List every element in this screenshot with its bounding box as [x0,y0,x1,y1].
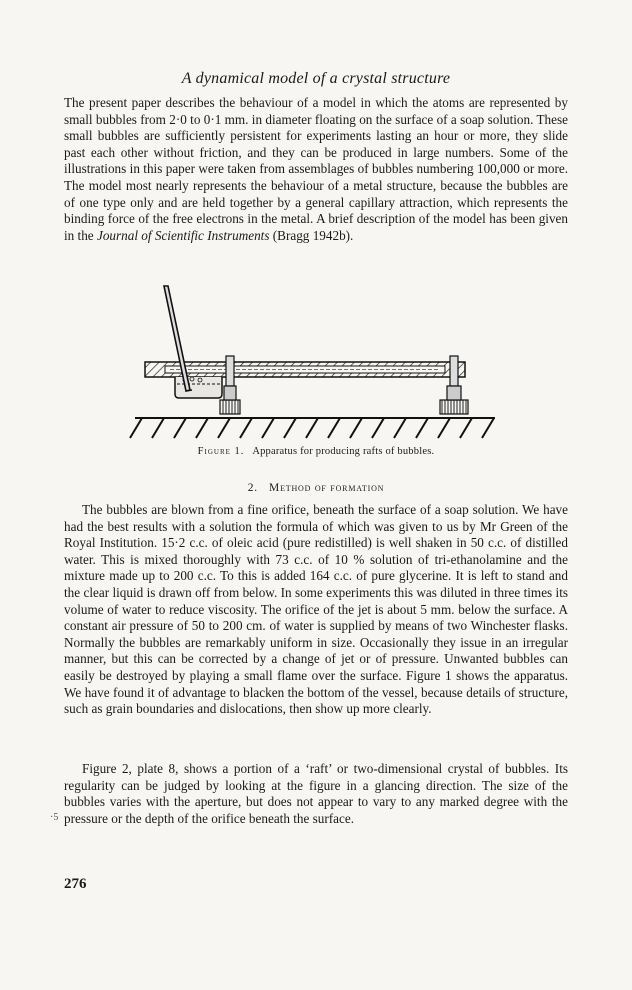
figure-caption [0,446,632,457]
method-paragraph: The bubbles are blown from a fine orifice, beneath the surface of a soap solution. We have had the best results with a solution the formula of which was given to us by Mr Green of the Royal Institution. 15·2 c.c. of oleic acid (pure redistilled) is well shaken in 50 c.c. of distilled water. This is mixed thoroughly with 73 c.c. of 10 % solution of tri-ethanolamine and the mixture made up to 200 c.c. To this is added 164 c.c. of pure glycerine. It is left to stand and the clear liquid is drawn off from below. In some experiments this was diluted in three times its volume of water to reduce viscosity. The orifice of the jet is about 5 mm. below the surface. A constant air pressure of 50 to 200 cm. of water is supplied by means of two Winchester flasks. Normally the bubbles are remarkably uniform in size. Occasionally they issue in an irregular manner, but this can be corrected by a change of jet or of pressure. Unwanted bubbles can easily be destroyed by playing a small flame over the surface. Figure 1 shows the apparatus. We have found it of advantage to blacken the bottom of the vessel, because details of structure, such as grain boundaries and dislocations, then show up more clearly. [64,502,568,717]
tray [145,362,465,377]
figure-caption-text: Apparatus for producing rafts of bubbles. [252,446,435,457]
raft-paragraph: Figure 2, plate 8, shows a portion of a ‘raft’ or two-dimensional crystal of bubbles. Its regularity can be judged by looking at the figure in a glancing direction. The size of the bubbles varies with the aperture, but does not appear to vary to any marked degree with the pressure or the depth of the orifice beneath the surface. [64,761,568,826]
citation: (Bragg 1942b). [269,227,354,243]
vessel [175,377,222,398]
intro-paragraph-text: The present paper describes the behaviour of a model in which the atoms are represented by small bubbles from 2·0 to 0·1 mm. in diameter floating on the surface of a soap solution. These small bubbles are sufficiently persistent for experiments lasting an hour or more, they slide past each other without friction, and they can be produced in large numbers. Some of the illustrations in this paper were taken from assemblages of bubbles numbering 100,000 or more. The model most nearly represents the behaviour of a metal structure, because the bubbles are of one type only and are held together by a general capillary attraction, which represents the binding force of the free electrons in the metal. A brief description of the model has been given in the [64,95,568,243]
figure-label: Figure 1. [197,446,245,457]
margin-mark: ·5 [50,812,59,823]
running-head: A dynamical model of a crystal structure [181,70,451,87]
intro-paragraph [64,95,568,244]
ground-hatching [130,418,495,438]
page-number: 276 [64,876,87,892]
journal-title: Journal of Scientific Instruments [96,227,270,243]
section-heading [0,482,632,494]
apparatus-figure [120,282,510,442]
section-title: Method of formation [269,482,385,494]
section-number: 2. [247,482,258,494]
